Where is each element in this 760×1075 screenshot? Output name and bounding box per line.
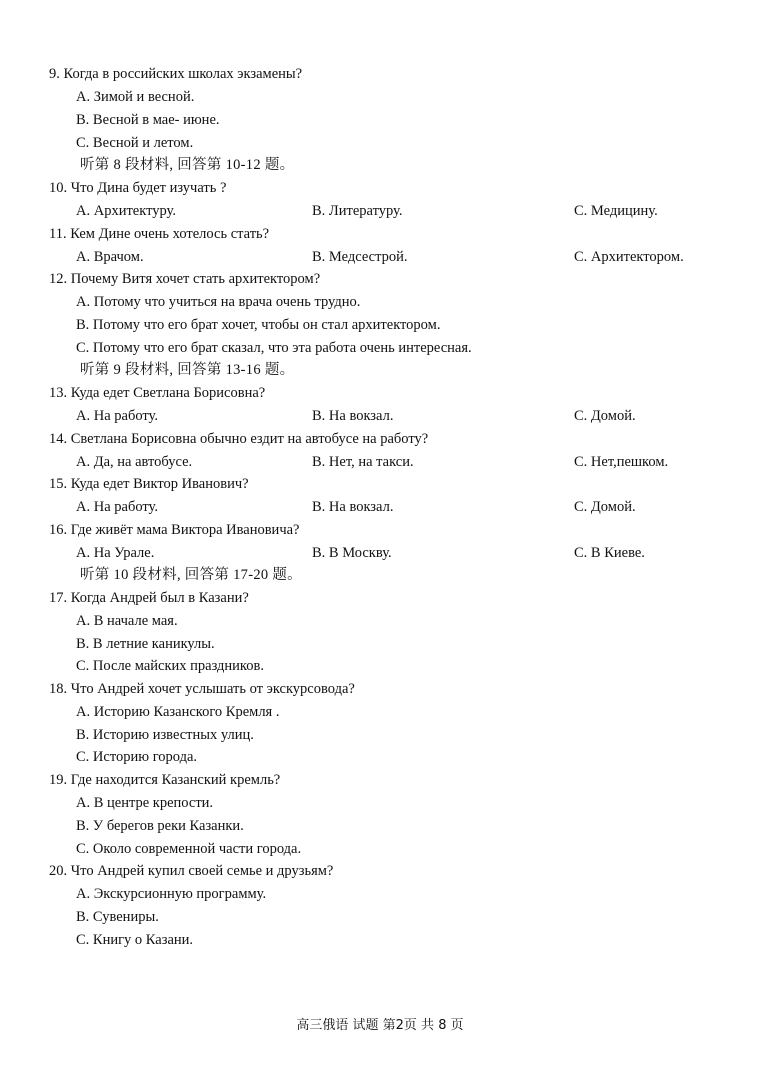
- option-b: [0, 109, 760, 131]
- options-row: [0, 496, 760, 518]
- option-text: A. В начале мая.: [76, 613, 178, 629]
- option-c: C. Нет,пешком.: [574, 454, 669, 470]
- options-row: [0, 246, 760, 268]
- options-row: [0, 200, 760, 222]
- question-text: 9. Когда в российских школах экзамены?: [49, 66, 303, 82]
- option-a: [0, 883, 760, 905]
- option-b: [0, 633, 760, 655]
- option-text: A. Зимой и весной.: [76, 89, 195, 105]
- section-text: 听第 8 段材料, 回答第 10-12 题。: [80, 157, 295, 173]
- option-text: B. Историю известных улиц.: [76, 727, 254, 743]
- section-text: 听第 10 段材料, 回答第 17-20 题。: [80, 567, 302, 583]
- question-text: 16. Где живёт мама Виктора Ивановича?: [49, 522, 300, 538]
- option-b: B. Нет, на такси.: [312, 454, 414, 470]
- question-10: [0, 177, 760, 199]
- section-instruction-10: [0, 564, 760, 586]
- question-9: [0, 63, 760, 85]
- question-text: 20. Что Андрей купил своей семье и друзьям?: [49, 863, 334, 879]
- option-c: C. Домой.: [574, 499, 636, 515]
- option-c: [0, 929, 760, 951]
- option-a: [0, 792, 760, 814]
- question-16: [0, 519, 760, 541]
- option-c: [0, 746, 760, 768]
- option-b: [0, 815, 760, 837]
- option-c: [0, 132, 760, 154]
- option-text: A. Историю Казанского Кремля .: [76, 704, 280, 720]
- question-text: 17. Когда Андрей был в Казани?: [49, 590, 249, 606]
- question-20: [0, 860, 760, 882]
- question-18: [0, 678, 760, 700]
- option-a: [0, 701, 760, 723]
- option-a: A. Архитектуру.: [76, 203, 176, 219]
- question-text: 13. Куда едет Светлана Борисовна?: [49, 385, 266, 401]
- options-row: [0, 542, 760, 564]
- section-instruction-8: [0, 154, 760, 176]
- option-text: B. У берегов реки Казанки.: [76, 818, 244, 834]
- option-text: C. Весной и летом.: [76, 135, 194, 151]
- question-14: [0, 428, 760, 450]
- option-c: [0, 838, 760, 860]
- question-text: 18. Что Андрей хочет услышать от экскурсовода?: [49, 681, 355, 697]
- option-a: A. Врачом.: [76, 249, 144, 265]
- option-b: [0, 906, 760, 928]
- page-footer: 高三俄语 试题 第2页 共 8 页: [296, 1018, 464, 1033]
- option-a: A. На работу.: [76, 408, 158, 424]
- option-a: A. На Урале.: [76, 545, 155, 561]
- option-a: [0, 86, 760, 108]
- option-c: [0, 655, 760, 677]
- option-c: C. Домой.: [574, 408, 636, 424]
- option-b: B. На вокзал.: [312, 499, 394, 515]
- option-text: A. Потому что учиться на врача очень трудно.: [76, 294, 361, 310]
- option-text: C. Историю города.: [76, 749, 198, 765]
- option-c: [0, 337, 760, 359]
- option-text: B. Весной в мае- июне.: [76, 112, 220, 128]
- option-b: B. На вокзал.: [312, 408, 394, 424]
- option-text: B. Сувениры.: [76, 909, 159, 925]
- option-b: [0, 724, 760, 746]
- option-text: C. Около современной части города.: [76, 841, 302, 857]
- option-a: [0, 610, 760, 632]
- option-c: C. Медицину.: [574, 203, 658, 219]
- question-19: [0, 769, 760, 791]
- options-row: [0, 405, 760, 427]
- option-text: B. В летние каникулы.: [76, 636, 215, 652]
- question-12: [0, 268, 760, 290]
- question-15: [0, 473, 760, 495]
- option-text: B. Потому что его брат хочет, чтобы он стал архитектором.: [76, 317, 441, 333]
- option-b: B. Литературу.: [312, 203, 403, 219]
- question-13: [0, 382, 760, 404]
- section-instruction-9: [0, 359, 760, 381]
- option-text: A. Экскурсионную программу.: [76, 886, 267, 902]
- question-text: 10. Что Дина будет изучать ?: [49, 180, 227, 196]
- option-b: [0, 314, 760, 336]
- option-a: [0, 291, 760, 313]
- option-text: C. Книгу о Казани.: [76, 932, 194, 948]
- question-text: 11. Кем Дине очень хотелось стать?: [49, 226, 270, 242]
- option-c: C. В Киеве.: [574, 545, 645, 561]
- option-text: C. После майских праздников.: [76, 658, 264, 674]
- option-c: C. Архитектором.: [574, 249, 684, 265]
- question-text: 19. Где находится Казанский кремль?: [49, 772, 281, 788]
- option-a: A. Да, на автобусе.: [76, 454, 193, 470]
- option-a: A. На работу.: [76, 499, 158, 515]
- question-text: 14. Светлана Борисовна обычно ездит на автобусе на работу?: [49, 431, 429, 447]
- question-text: 15. Куда едет Виктор Иванович?: [49, 476, 249, 492]
- question-11: [0, 223, 760, 245]
- option-b: B. Медсестрой.: [312, 249, 408, 265]
- question-text: 12. Почему Витя хочет стать архитектором?: [49, 271, 321, 287]
- section-text: 听第 9 段材料, 回答第 13-16 题。: [80, 362, 295, 378]
- option-text: C. Потому что его брат сказал, что эта работа очень интересная.: [76, 340, 472, 356]
- options-row: [0, 451, 760, 473]
- option-text: A. В центре крепости.: [76, 795, 214, 811]
- question-17: [0, 587, 760, 609]
- option-b: B. В Москву.: [312, 545, 392, 561]
